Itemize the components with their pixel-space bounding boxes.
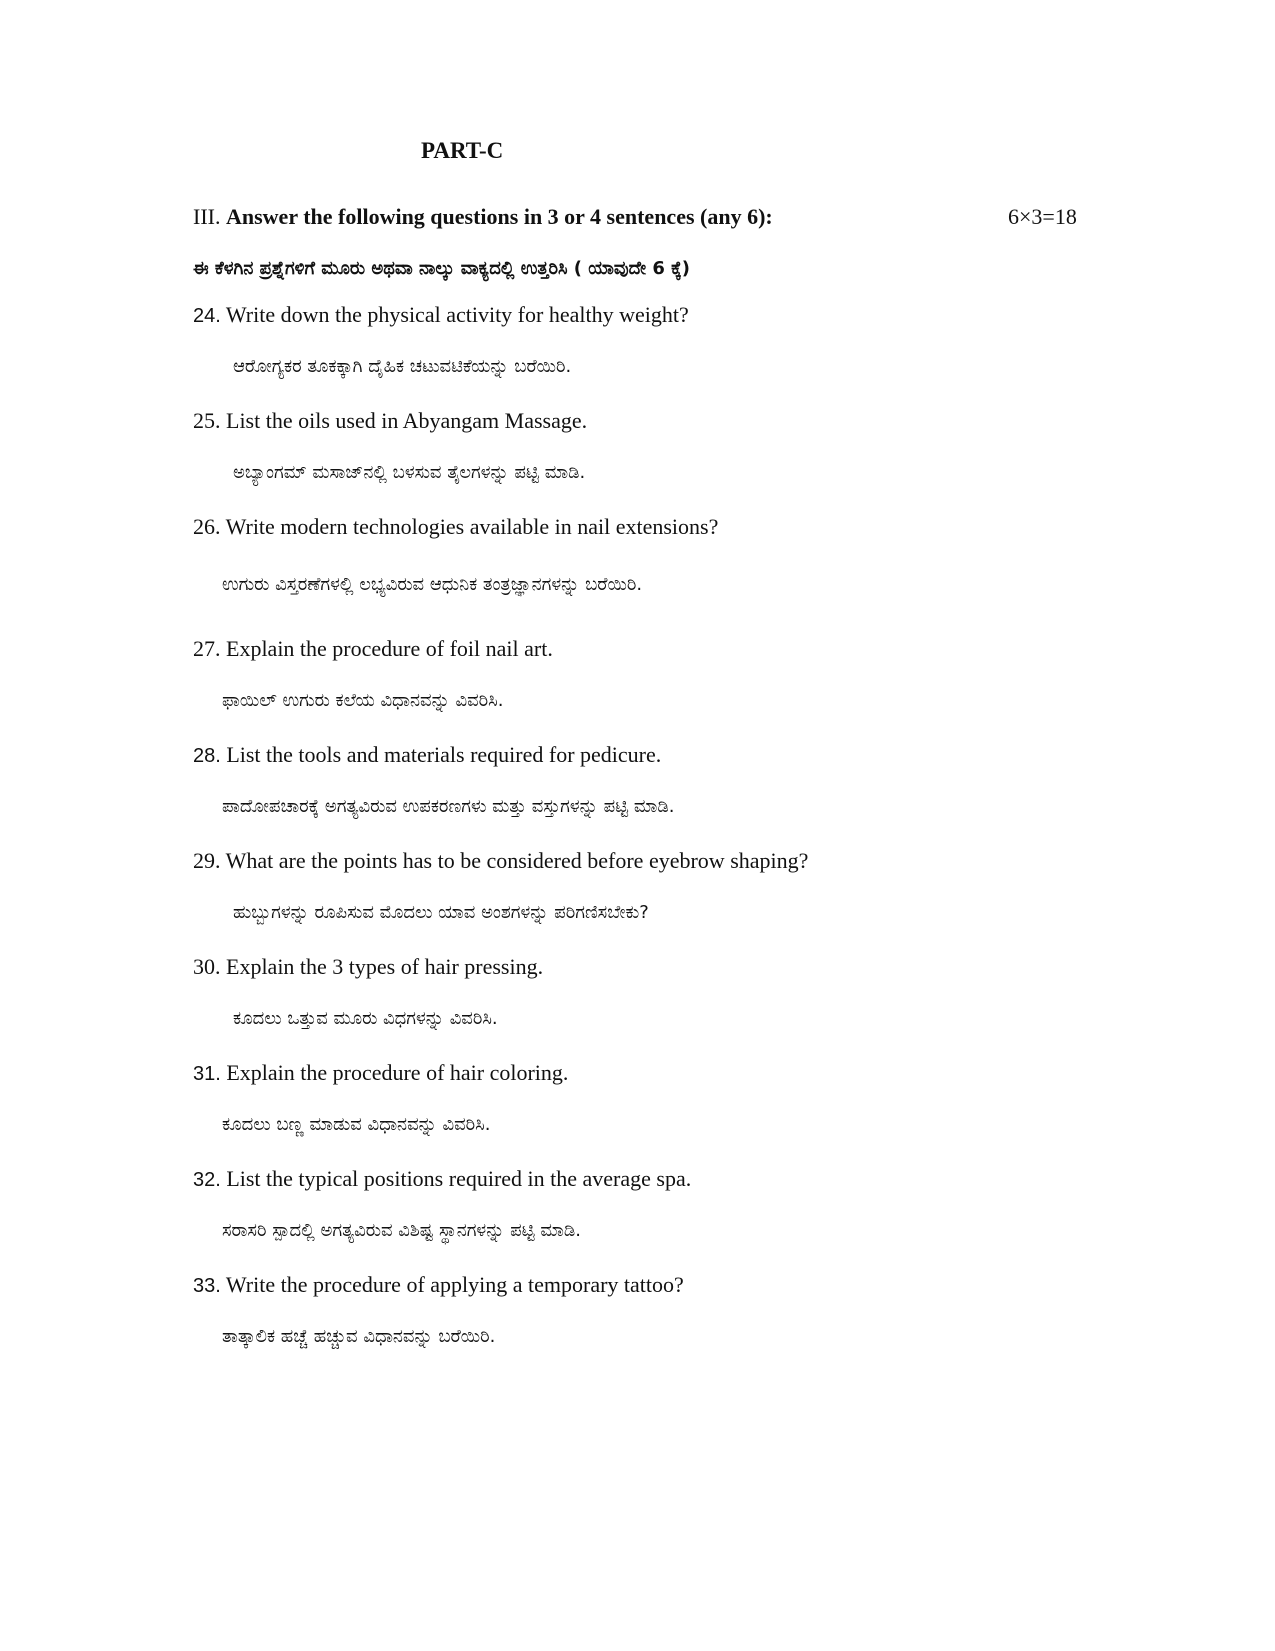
- section-instruction-kannada: ಈ ಕೆಳಗಿನ ಪ್ರಶ್ನೆಗಳಿಗೆ ಮೂರು ಅಥವಾ ನಾಲ್ಕು ವಾಕ್ಯದಲ್ಲಿ ಉತ್ತರಿಸಿ ( ಯಾವುದೇ 6 ಕ್ಕೆ): [193, 258, 690, 279]
- question-24: [193, 302, 689, 328]
- question-25-kannada: ಅಬ್ಯಾಂಗಮ್ ಮಸಾಜ್‌ನಲ್ಲಿ ಬಳಸುವ ತೈಲಗಳನ್ನು ಪಟ್ಟಿ ಮಾಡಿ.: [233, 462, 586, 483]
- question-29-kannada: ಹುಬ್ಬುಗಳನ್ನು ರೂಪಿಸುವ ಮೊದಲು ಯಾವ ಅಂಶಗಳನ್ನು ಪರಿಗಣಿಸಬೇಕು?: [233, 902, 649, 923]
- question-text: Write down the physical activity for healthy weight?: [225, 302, 689, 327]
- question-number: 24.: [193, 305, 221, 327]
- question-number: 27.: [193, 636, 221, 661]
- question-30-kannada: ಕೂದಲು ಒತ್ತುವ ಮೂರು ವಿಧಗಳನ್ನು ವಿವರಿಸಿ.: [233, 1008, 498, 1029]
- question-32: [193, 1166, 691, 1192]
- question-text: List the tools and materials required for pedicure.: [226, 742, 662, 767]
- question-28: [193, 742, 661, 768]
- section-header: [193, 204, 1093, 230]
- question-30: [193, 954, 543, 980]
- question-text: Write the procedure of applying a temporary tattoo?: [225, 1272, 684, 1297]
- question-text: List the oils used in Abyangam Massage.: [226, 408, 588, 433]
- question-27-kannada: ಫಾಯಿಲ್ ಉಗುರು ಕಲೆಯ ವಿಧಾನವನ್ನು ವಿವರಿಸಿ.: [222, 690, 504, 711]
- question-27: [193, 636, 553, 662]
- question-number: 26.: [193, 514, 221, 539]
- section-instruction: Answer the following questions in 3 or 4 sentences (any 6):: [225, 204, 773, 229]
- question-text: Explain the 3 types of hair pressing.: [226, 954, 544, 979]
- question-32-kannada: ಸರಾಸರಿ ಸ್ಪಾದಲ್ಲಿ ಅಗತ್ಯವಿರುವ ವಿಶಿಷ್ಟ ಸ್ಥಾನಗಳನ್ನು ಪಟ್ಟಿ ಮಾಡಿ.: [222, 1220, 581, 1241]
- question-33: [193, 1272, 684, 1298]
- question-26: [193, 514, 718, 540]
- question-text: What are the points has to be considered before eyebrow shaping?: [225, 848, 809, 873]
- section-number: III.: [193, 204, 221, 229]
- question-text: Explain the procedure of hair coloring.: [226, 1060, 569, 1085]
- question-number: 31.: [193, 1063, 221, 1085]
- question-number: 25.: [193, 408, 221, 433]
- question-25: [193, 408, 587, 434]
- part-title: PART-C: [421, 138, 504, 163]
- question-number: 33.: [193, 1275, 221, 1297]
- question-31: [193, 1060, 568, 1086]
- question-28-kannada: ಪಾದೋಪಚಾರಕ್ಕೆ ಅಗತ್ಯವಿರುವ ಉಪಕರಣಗಳು ಮತ್ತು ವಸ್ತುಗಳನ್ನು ಪಟ್ಟಿ ಮಾಡಿ.: [222, 796, 675, 817]
- question-31-kannada: ಕೂದಲು ಬಣ್ಣ ಮಾಡುವ ವಿಧಾನವನ್ನು ವಿವರಿಸಿ.: [222, 1114, 491, 1135]
- question-number: 28.: [193, 745, 221, 767]
- question-text: List the typical positions required in the average spa.: [226, 1166, 692, 1191]
- question-text: Write modern technologies available in nail extensions?: [225, 514, 719, 539]
- question-number: 30.: [193, 954, 221, 979]
- question-text: Explain the procedure of foil nail art.: [226, 636, 553, 661]
- question-29: [193, 848, 808, 874]
- question-24-kannada: ಆರೋಗ್ಯಕರ ತೂಕಕ್ಕಾಗಿ ದೈಹಿಕ ಚಟುವಟಿಕೆಯನ್ನು ಬರೆಯಿರಿ.: [233, 356, 572, 377]
- section-marks: 6×3=18: [1008, 204, 1077, 229]
- question-number: 29.: [193, 848, 221, 873]
- question-33-kannada: ತಾತ್ಕಾಲಿಕ ಹಚ್ಚೆ ಹಚ್ಚುವ ವಿಧಾನವನ್ನು ಬರೆಯಿರಿ.: [222, 1326, 496, 1347]
- question-number: 32.: [193, 1169, 221, 1191]
- question-26-kannada: ಉಗುರು ವಿಸ್ತರಣೆಗಳಲ್ಲಿ ಲಭ್ಯವಿರುವ ಆಧುನಿಕ ತಂತ್ರಜ್ಞಾನಗಳನ್ನು ಬರೆಯಿರಿ.: [222, 574, 643, 595]
